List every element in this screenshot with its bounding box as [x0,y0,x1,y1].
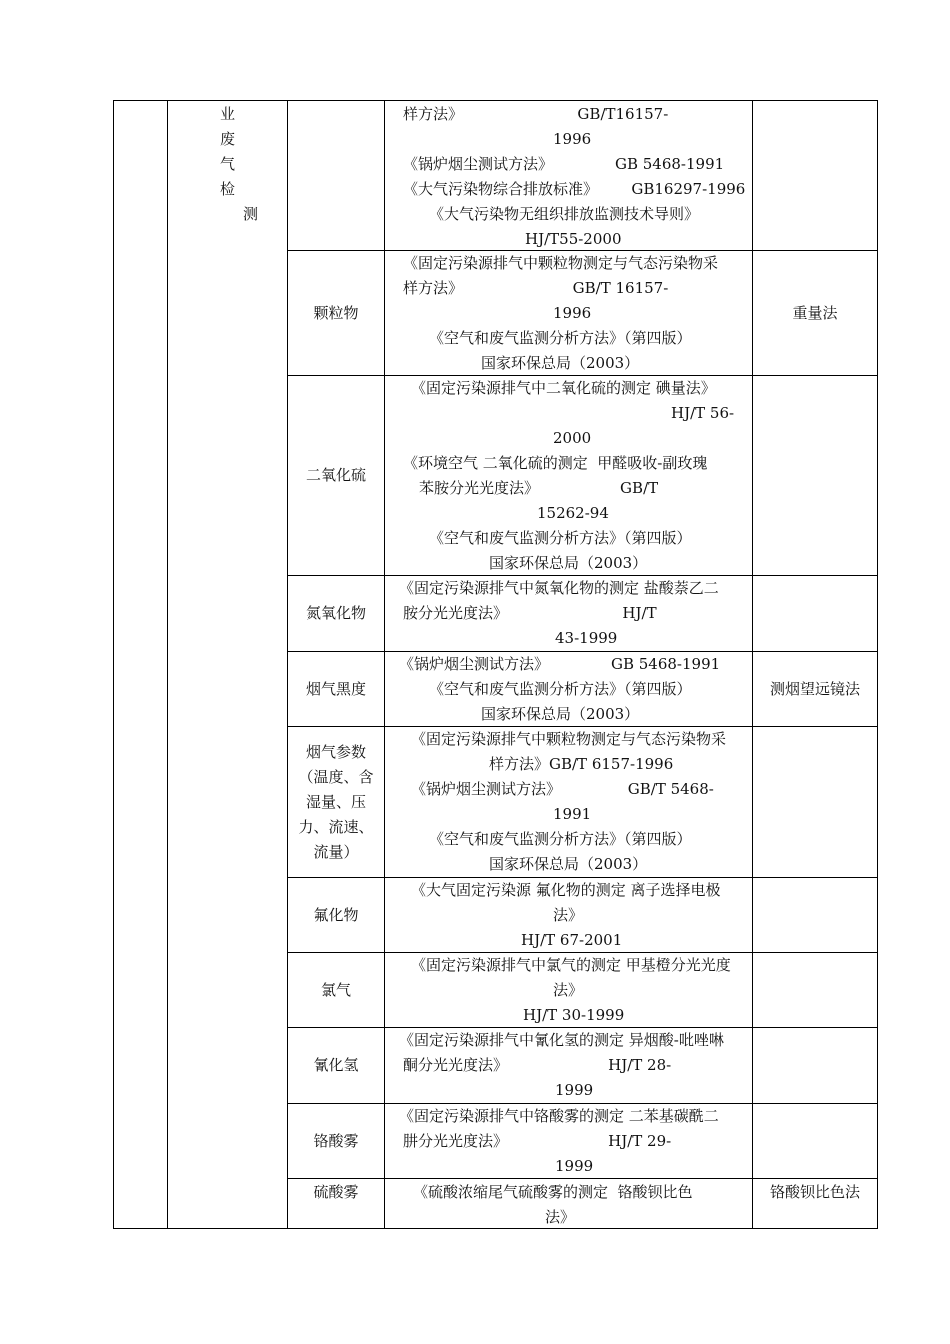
item-label: 烟气参数（温度、含湿量、压力、流速、流量） [298,742,374,861]
standard-cell [385,953,752,1027]
item-label: 铬酸雾 [313,1131,359,1150]
standard-cell [385,251,752,375]
standard-line: 1996 [553,304,592,322]
standard-line: 《固定污染源排气中颗粒物测定与气态污染物采 [411,730,727,748]
standard-line: 《硫酸浓缩尾气硫酸雾的测定 铬酸钡比色 [413,1183,693,1201]
standard-line: 胺分光光度法》 HJ/T [403,604,657,622]
standard-line: 苯胺分光光度法》 GB/T [419,479,659,497]
standard-line: 《固定污染源排气中铬酸雾的测定 二苯基碳酰二 [399,1107,719,1125]
standard-line: 《锅炉烟尘测试方法》 GB 5468-1991 [403,155,725,173]
standard-line: 《空气和废气监测分析方法》（第四版） [429,830,692,848]
method-label: 重量法 [792,303,838,322]
method-label: 测烟望远镜法 [769,679,860,698]
item-cell [288,1104,384,1178]
standard-cell [385,1028,752,1103]
category-cell [168,101,287,251]
standard-line: 15262-94 [537,504,609,522]
standard-line: 样方法》GB/T 6157-1996 [489,755,674,773]
item-cell [288,1028,384,1103]
standard-cell [385,727,752,877]
standard-line: 样方法》 GB/T16157- [403,105,669,123]
standard-line: 43-1999 [555,629,618,647]
standard-cell [385,101,752,250]
standard-line: 《空气和废气监测分析方法》（第四版） [429,529,692,547]
table-border-right [877,100,878,1228]
standard-line: 《固定污染源排气中氯气的测定 甲基橙分光光度 [411,956,731,974]
item-label: 二氧化硫 [305,466,366,484]
standard-line: 《锅炉烟尘测试方法》 GB/T 5468- [411,780,714,798]
method-cell [753,878,877,952]
item-cell [288,251,384,375]
item-label: 氮氧化物 [305,604,366,622]
standard-line: 国家环保总局（2003） [489,554,648,572]
standard-line: 1999 [555,1157,594,1175]
category-char: 业 [220,105,236,123]
category-char: 气 [220,155,236,173]
standard-line: HJ/T 67-2001 [521,931,623,949]
item-label: 硫酸雾 [313,1183,359,1201]
standard-line: 《空气和废气监测分析方法》（第四版） [429,329,692,347]
standard-line: HJ/T55-2000 [525,230,622,248]
item-cell [288,878,384,952]
standard-line: 《大气污染物无组织排放监测技术导则》 [429,205,700,223]
item-label: 烟气黑度 [305,679,366,698]
standard-line: 《锅炉烟尘测试方法》 GB 5468-1991 [399,655,721,673]
standard-line: 法》 [553,906,584,924]
standard-line: 《固定污染源排气中颗粒物测定与气态污染物采 [403,254,719,272]
item-label: 氟化物 [313,905,359,924]
standard-line: 肼分光光度法》 HJ/T 29- [403,1132,672,1150]
standard-line: 酮分光光度法》 HJ/T 28- [403,1056,672,1074]
standard-line: 《固定污染源排气中二氧化硫的测定 碘量法》 [411,379,716,397]
standard-line: 《空气和废气监测分析方法》（第四版） [429,680,692,698]
standard-line: 法》 [553,981,584,999]
standard-line: HJ/T 30-1999 [523,1006,625,1024]
standard-line: 1996 [553,130,592,148]
method-cell [753,953,877,1027]
category-char: 测 [243,205,259,223]
method-cell [753,1028,877,1103]
item-cell [288,652,384,726]
method-label: 铬酸钡比色法 [769,1183,860,1201]
item-cell [288,576,384,651]
method-cell [753,251,877,375]
standard-line: HJ/T 56- [671,404,735,422]
category-char: 检 [220,180,236,198]
standard-cell [385,576,752,651]
standard-line: 2000 [553,429,592,447]
standard-line: 《大气污染物综合排放标准》 GB16297-1996 [403,180,746,198]
item-label: 氰化氢 [313,1056,359,1074]
item-label: 氯气 [320,980,351,999]
table-border-left [113,100,114,1228]
method-cell [753,1179,877,1228]
category-char: 废 [220,130,236,148]
method-cell [753,376,877,575]
standard-cell [385,878,752,952]
method-cell [753,576,877,651]
standard-cell [385,1104,752,1178]
standard-line: 《环境空气 二氧化硫的测定 甲醛吸收-副玫瑰 [403,454,708,472]
standard-cell [385,652,752,726]
item-cell [288,376,384,575]
standard-line: 1999 [555,1081,594,1099]
standard-line: 《固定污染源排气中氮氧化物的测定 盐酸萘乙二 [399,579,719,597]
standard-cell [385,1179,752,1228]
table-divider-col1 [167,100,168,1228]
item-cell [288,727,384,877]
standard-line: 国家环保总局（2003） [489,855,648,873]
item-cell [288,953,384,1027]
standard-line: 《固定污染源排气中氰化氢的测定 异烟酸-吡唑啉 [399,1031,724,1049]
standard-line: 《大气固定污染源 氟化物的测定 离子选择电极 [411,881,721,899]
item-cell [288,1179,384,1228]
standard-line: 法》 [545,1208,576,1226]
standard-cell [385,376,752,575]
method-cell [753,1104,877,1178]
method-cell [753,727,877,877]
standard-line: 国家环保总局（2003） [481,705,640,723]
standard-line: 样方法》 GB/T 16157- [403,279,669,297]
standard-line: 1991 [553,805,592,823]
item-label: 颗粒物 [313,303,359,322]
method-cell [753,652,877,726]
standard-line: 国家环保总局（2003） [481,354,640,372]
